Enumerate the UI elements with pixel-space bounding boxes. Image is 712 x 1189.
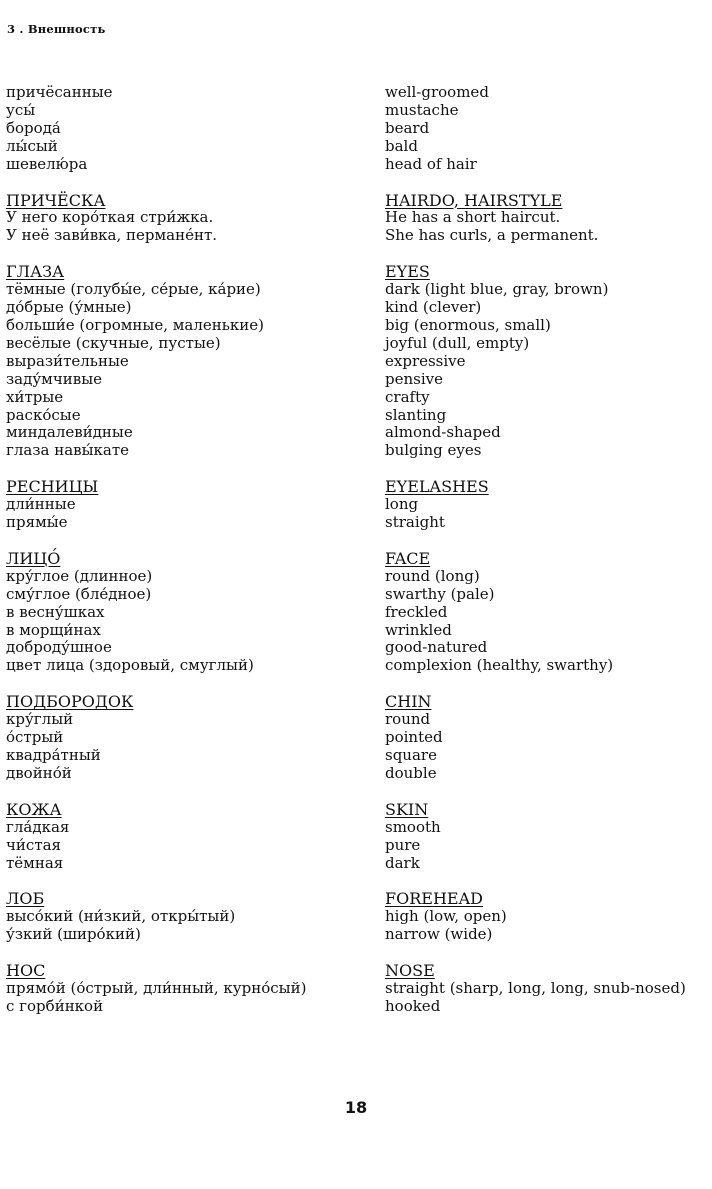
english-term: high (low, open)	[385, 907, 507, 926]
english-term: smooth	[385, 817, 441, 836]
russian-heading: ПРИЧЁСКА	[6, 190, 106, 210]
section-header: 3 . Внешность	[7, 22, 106, 36]
english-column	[385, 84, 705, 1016]
english-term: bald	[385, 136, 418, 155]
section-gap	[6, 675, 376, 693]
page-number: 18	[344, 1098, 368, 1117]
english-term: crafty	[385, 387, 430, 406]
section-gap	[6, 460, 376, 478]
russian-term: двойно́й	[6, 763, 72, 782]
english-term: big (enormous, small)	[385, 315, 551, 334]
english-term: expressive	[385, 351, 466, 370]
english-term: round (long)	[385, 566, 480, 585]
section-gap	[385, 245, 705, 263]
english-term: bulging eyes	[385, 441, 482, 460]
russian-term: в весну́шках	[6, 602, 105, 621]
russian-term: кру́глый	[6, 710, 74, 729]
english-term: head of hair	[385, 154, 477, 173]
russian-term: тёмные (голубы́е, се́рые, ка́рие)	[6, 280, 261, 299]
english-heading: NOSE	[385, 961, 435, 981]
english-term: complexion (healthy, swarthy)	[385, 656, 614, 675]
english-heading: HAIRDO, HAIRSTYLE	[385, 190, 563, 210]
russian-heading: ЛИЦО́	[6, 548, 61, 568]
english-term: She has curls, a permanent.	[385, 226, 599, 245]
english-term: round	[385, 710, 431, 729]
russian-term: весёлые (скучные, пустые)	[6, 333, 221, 352]
russian-term: усы́	[6, 100, 36, 119]
russian-term: борода́	[6, 118, 61, 137]
english-heading: EYELASHES	[385, 477, 489, 497]
russian-term: хи́трые	[6, 387, 64, 406]
russian-heading: НОС	[6, 961, 46, 981]
section-gap	[385, 174, 705, 192]
russian-term: сму́глое (бле́дное)	[6, 584, 152, 603]
section-gap	[385, 944, 705, 962]
section-gap	[385, 675, 705, 693]
english-term: slanting	[385, 405, 447, 424]
russian-term: прямы́е	[6, 513, 68, 532]
russian-term: дли́нные	[6, 495, 76, 514]
russian-term: раско́сые	[6, 405, 81, 424]
english-term: joyful (dull, empty)	[385, 333, 530, 352]
english-term: wrinkled	[385, 620, 452, 639]
english-term: square	[385, 746, 437, 764]
english-term: double	[385, 763, 437, 782]
russian-term: кру́глое (длинное)	[6, 566, 153, 585]
english-term: mustache	[385, 100, 459, 119]
russian-heading: КОЖА	[6, 799, 62, 819]
russian-term: чи́стая	[6, 835, 62, 854]
russian-term: прямо́й (о́стрый, дли́нный, курно́сый)	[6, 979, 307, 998]
english-term: kind (clever)	[385, 298, 482, 317]
russian-term: вырази́тельные	[6, 351, 129, 370]
english-heading: EYES	[385, 262, 430, 282]
russian-term: до́брые (у́мные)	[6, 298, 132, 317]
english-term: long	[385, 495, 419, 514]
english-heading: SKIN	[385, 799, 429, 819]
russian-term: цвет лица (здоровый, смуглый)	[6, 656, 254, 675]
english-term: good-natured	[385, 638, 488, 657]
russian-heading: РЕСНИЦЫ	[6, 477, 99, 497]
russian-term: шевелю́ра	[6, 154, 88, 173]
english-term: straight	[385, 513, 445, 532]
russian-heading: ПОДБОРОДОК	[6, 692, 134, 712]
english-term: well-groomed	[385, 83, 489, 101]
russian-term: лы́сый	[6, 136, 58, 155]
english-term: pointed	[385, 728, 443, 747]
russian-term: У неё зави́вка, перманéнт.	[6, 226, 218, 245]
russian-term: о́стрый	[6, 728, 64, 747]
russian-term: тёмная	[6, 853, 64, 872]
english-term: freckled	[385, 602, 448, 621]
russian-term: высо́кий (ни́зкий, откры́тый)	[6, 907, 236, 926]
section-gap	[6, 944, 376, 962]
english-term: narrow (wide)	[385, 925, 493, 944]
russian-term: у́зкий (широ́кий)	[6, 925, 141, 944]
russian-heading: ЛОБ	[6, 889, 45, 909]
section-gap	[6, 872, 376, 890]
russian-heading: ГЛАЗА	[6, 262, 65, 282]
russian-term: глаза навы́кате	[6, 441, 130, 460]
section-gap	[6, 532, 376, 550]
english-term: dark (light blue, gray, brown)	[385, 280, 609, 299]
russian-term: больши́е (огромные, маленькие)	[6, 315, 265, 334]
english-term: straight (sharp, long, long, snub-nosed)	[385, 979, 686, 998]
english-heading: FOREHEAD	[385, 889, 483, 909]
russian-term: У него коро́ткая стри́жка.	[6, 208, 214, 227]
english-term: pensive	[385, 369, 443, 388]
section-gap	[385, 872, 705, 890]
russian-term: доброду́шное	[6, 638, 112, 657]
english-term: dark	[385, 853, 420, 872]
english-term: hooked	[385, 997, 441, 1016]
english-term: pure	[385, 835, 421, 854]
english-heading: CHIN	[385, 692, 432, 712]
russian-term: с горби́нкой	[6, 997, 104, 1016]
english-term: He has a short haircut.	[385, 208, 561, 227]
section-gap	[385, 532, 705, 550]
section-gap	[6, 245, 376, 263]
russian-term: причёсанные	[6, 83, 113, 101]
section-gap	[385, 460, 705, 478]
section-gap	[385, 783, 705, 801]
section-gap	[6, 783, 376, 801]
russian-term: гла́дкая	[6, 817, 70, 836]
russian-term: заду́мчивые	[6, 369, 103, 388]
english-term: almond-shaped	[385, 423, 501, 442]
english-heading: FACE	[385, 548, 431, 568]
russian-column	[6, 84, 376, 1016]
russian-term: в морщи́нах	[6, 620, 101, 639]
english-term: beard	[385, 118, 430, 137]
russian-term: квадра́тный	[6, 746, 101, 764]
english-term: swarthy (pale)	[385, 584, 495, 603]
russian-term: миндалеви́дные	[6, 423, 133, 442]
section-gap	[6, 174, 376, 192]
